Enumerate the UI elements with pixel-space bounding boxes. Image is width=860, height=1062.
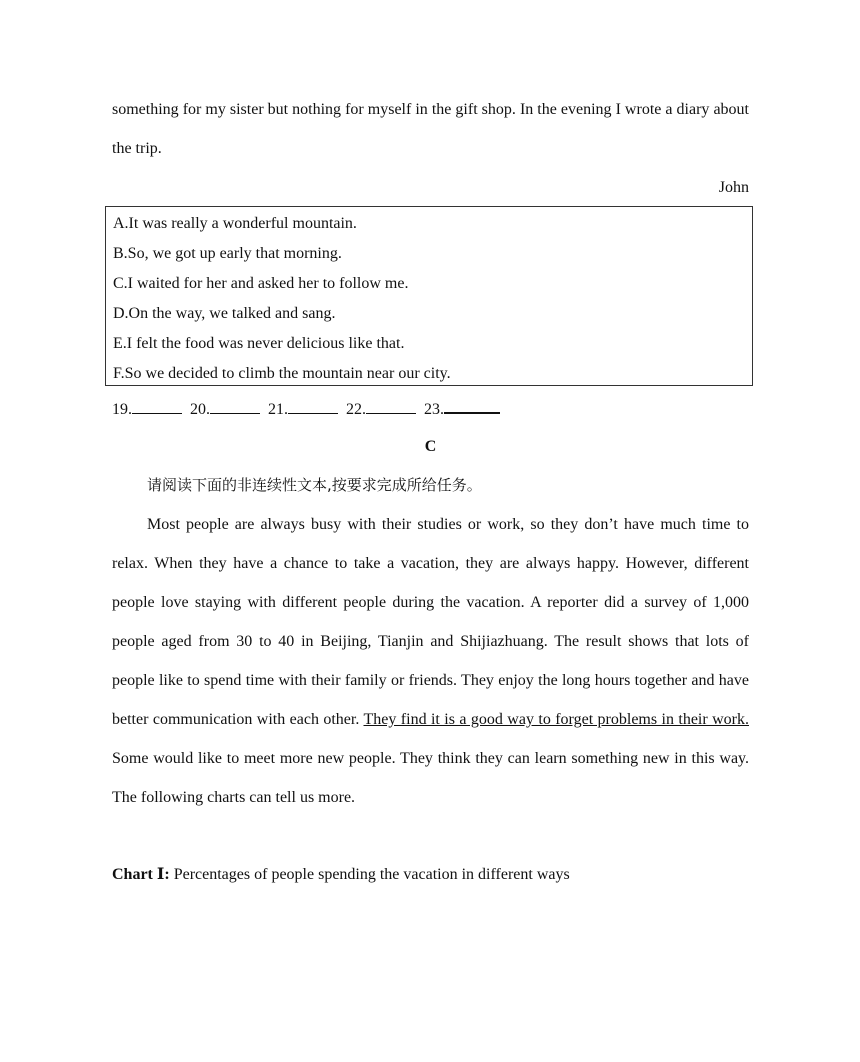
- passage-continuation: [112, 90, 749, 168]
- answer-23-blank[interactable]: [444, 398, 500, 414]
- chart-caption: [112, 864, 570, 886]
- section-heading: C: [424, 438, 437, 455]
- option-b: B.So, we got up early that morning.: [113, 245, 342, 262]
- answer-23-label: 23.: [424, 401, 444, 418]
- answer-21-label: 21.: [268, 401, 288, 418]
- paragraph-text-end: Some would like to meet more new people. They think they can learn something new in this way. The following charts can tell us more.: [112, 750, 749, 806]
- option-e: E.I felt the food was never delicious like that.: [113, 335, 405, 352]
- answer-22-blank[interactable]: [366, 399, 416, 414]
- chart-title: Percentages of people spending the vacation in different ways: [173, 866, 570, 883]
- answer-20-label: 20.: [190, 401, 210, 418]
- answer-19-label: 19.: [112, 401, 132, 418]
- underlined-sentence: They find it is a good way to forget problems in their work.: [363, 711, 749, 728]
- main-paragraph: [112, 505, 749, 817]
- answer-21-blank[interactable]: [288, 399, 338, 414]
- option-a: A.It was really a wonderful mountain.: [113, 215, 357, 232]
- answer-20-blank[interactable]: [210, 399, 260, 414]
- instruction-text: 请阅读下面的非连续性文本,按要求完成所给任务。: [147, 476, 482, 494]
- answer-22-label: 22.: [346, 401, 366, 418]
- signature: John: [718, 179, 749, 196]
- chart-label: Chart Ⅰ:: [112, 866, 170, 883]
- answer-19-blank[interactable]: [132, 399, 182, 414]
- option-f: F.So we decided to climb the mountain near our city.: [113, 365, 451, 382]
- option-d: D.On the way, we talked and sang.: [113, 305, 336, 322]
- option-c: C.I waited for her and asked her to follow me.: [113, 275, 409, 292]
- options-box: [105, 206, 753, 386]
- top-paragraph: something for my sister but nothing for myself in the gift shop. In the evening I wrote a diary about the trip.: [112, 101, 749, 157]
- paragraph-text: Most people are always busy with their studies or work, so they don’t have much time to relax. When they have a chance to take a vacation, they are always happy. However, different people love staying with different people during the vacation. A reporter did a survey of 1,000 people aged from 30 to 40 in Beijing, Tianjin and Shijiazhuang. The result shows that lots of people like to spend time with their family or friends. They enjoy the long hours together and have better communication with each other.: [112, 516, 749, 728]
- reading-passage: [112, 505, 749, 817]
- answer-blanks: [112, 398, 500, 420]
